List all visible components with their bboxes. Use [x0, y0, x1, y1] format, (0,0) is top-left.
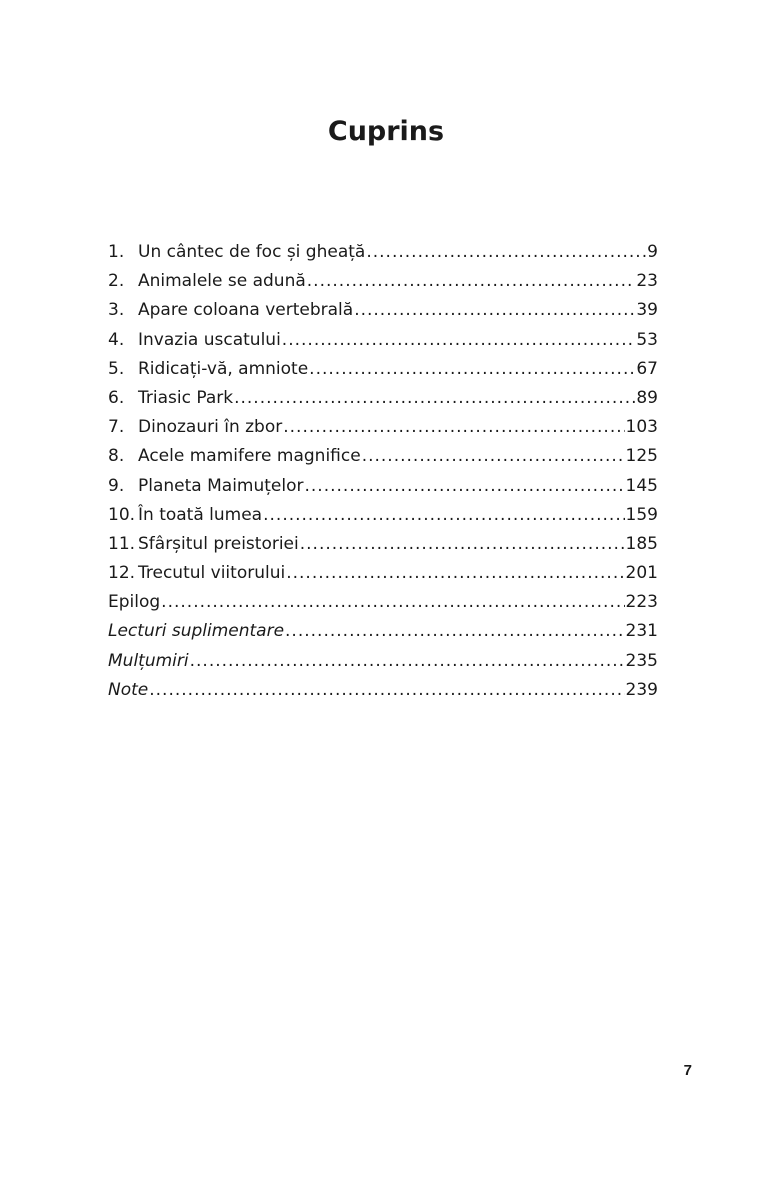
toc-entry-number: 6.	[108, 387, 125, 408]
toc-entry-title: Mulțumiri	[108, 650, 189, 671]
toc-entry[interactable]	[108, 676, 658, 705]
dot-leader	[309, 355, 635, 384]
toc-entry-number: 7.	[108, 417, 125, 438]
toc-entry-page: 231	[625, 621, 658, 642]
toc-entry-number: 8.	[108, 446, 125, 467]
toc-entry[interactable]	[108, 442, 658, 471]
dot-leader	[305, 472, 625, 501]
dot-leader	[234, 384, 635, 413]
toc-entry-page: 9	[647, 242, 658, 262]
toc-entry-title: Un cântec de foc și gheață	[138, 242, 366, 262]
toc-entry[interactable]	[108, 326, 658, 355]
dot-leader	[362, 442, 625, 471]
dot-leader	[366, 238, 646, 267]
dot-leader	[190, 647, 625, 676]
toc-entry-page: 23	[636, 271, 658, 292]
dot-leader	[300, 530, 625, 559]
toc-entry[interactable]	[108, 296, 658, 325]
toc-entry-page: 235	[625, 650, 658, 671]
toc-entry[interactable]	[108, 617, 658, 646]
toc-entry-number: 9.	[108, 475, 125, 496]
dot-leader	[282, 326, 636, 355]
table-of-contents	[108, 238, 658, 705]
toc-entry[interactable]	[108, 413, 658, 442]
toc-entry[interactable]	[108, 588, 658, 617]
toc-entry-page: 103	[625, 417, 658, 438]
toc-entry-title: Trecutul viitorului	[138, 563, 286, 584]
toc-entry[interactable]	[108, 267, 658, 296]
toc-entry[interactable]	[108, 238, 658, 267]
toc-entry[interactable]	[108, 355, 658, 384]
dot-leader	[285, 617, 625, 646]
toc-entry-title: Lecturi suplimentare	[108, 621, 285, 642]
dot-leader	[283, 413, 624, 442]
dot-leader	[161, 588, 624, 617]
dot-leader	[149, 676, 624, 705]
toc-entry-title: Apare coloana vertebrală	[138, 300, 354, 321]
dot-leader	[263, 501, 624, 530]
toc-entry-page: 53	[636, 329, 658, 350]
toc-entry-page: 67	[636, 358, 658, 379]
toc-entry[interactable]	[108, 530, 658, 559]
toc-entry-page: 89	[636, 387, 658, 408]
dot-leader	[286, 559, 624, 588]
toc-entry-number: 2.	[108, 271, 125, 292]
dot-leader	[307, 267, 636, 296]
toc-entry-page: 145	[625, 475, 658, 496]
toc-entry-title: Triasic Park	[138, 387, 234, 408]
toc-entry-page: 39	[636, 300, 658, 321]
toc-entry-number: 4.	[108, 329, 125, 350]
toc-entry-number: 5.	[108, 358, 125, 379]
page-title: Cuprins	[327, 116, 445, 147]
toc-entry-number: 10.	[108, 504, 136, 525]
toc-entry-title: Invazia uscatului	[138, 329, 281, 350]
toc-entry-number: 3.	[108, 300, 125, 321]
toc-entry-page: 125	[625, 446, 658, 467]
toc-entry-title: Ridicați-vă, amniote	[138, 358, 309, 379]
toc-entry-page: 185	[625, 533, 658, 554]
toc-entry[interactable]	[108, 647, 658, 676]
toc-entry-page: 159	[625, 504, 658, 525]
page-number: 7	[683, 1062, 692, 1079]
toc-entry-title: Sfârșitul preistoriei	[138, 533, 299, 554]
dot-leader	[354, 296, 635, 325]
toc-entry[interactable]	[108, 472, 658, 501]
toc-entry-title: Dinozauri în zbor	[138, 417, 283, 438]
toc-entry[interactable]	[108, 501, 658, 530]
toc-entry-page: 201	[625, 563, 658, 584]
toc-entry[interactable]	[108, 559, 658, 588]
toc-entry-page: 239	[625, 679, 658, 700]
toc-entry-number: 12.	[108, 563, 136, 584]
toc-entry-number: 1.	[108, 242, 125, 262]
toc-entry-number: 11.	[108, 533, 136, 554]
toc-entry-title: Animalele se adună	[138, 271, 306, 292]
toc-entry[interactable]	[108, 384, 658, 413]
toc-entry-title: Acele mamifere magnifice	[138, 446, 361, 467]
toc-entry-title: Epilog	[108, 592, 161, 613]
toc-entry-title: Note	[108, 679, 149, 700]
toc-entry-title: Planeta Maimuțelor	[138, 475, 304, 496]
toc-entry-page: 223	[625, 592, 658, 613]
toc-entry-title: În toată lumea	[138, 504, 263, 525]
